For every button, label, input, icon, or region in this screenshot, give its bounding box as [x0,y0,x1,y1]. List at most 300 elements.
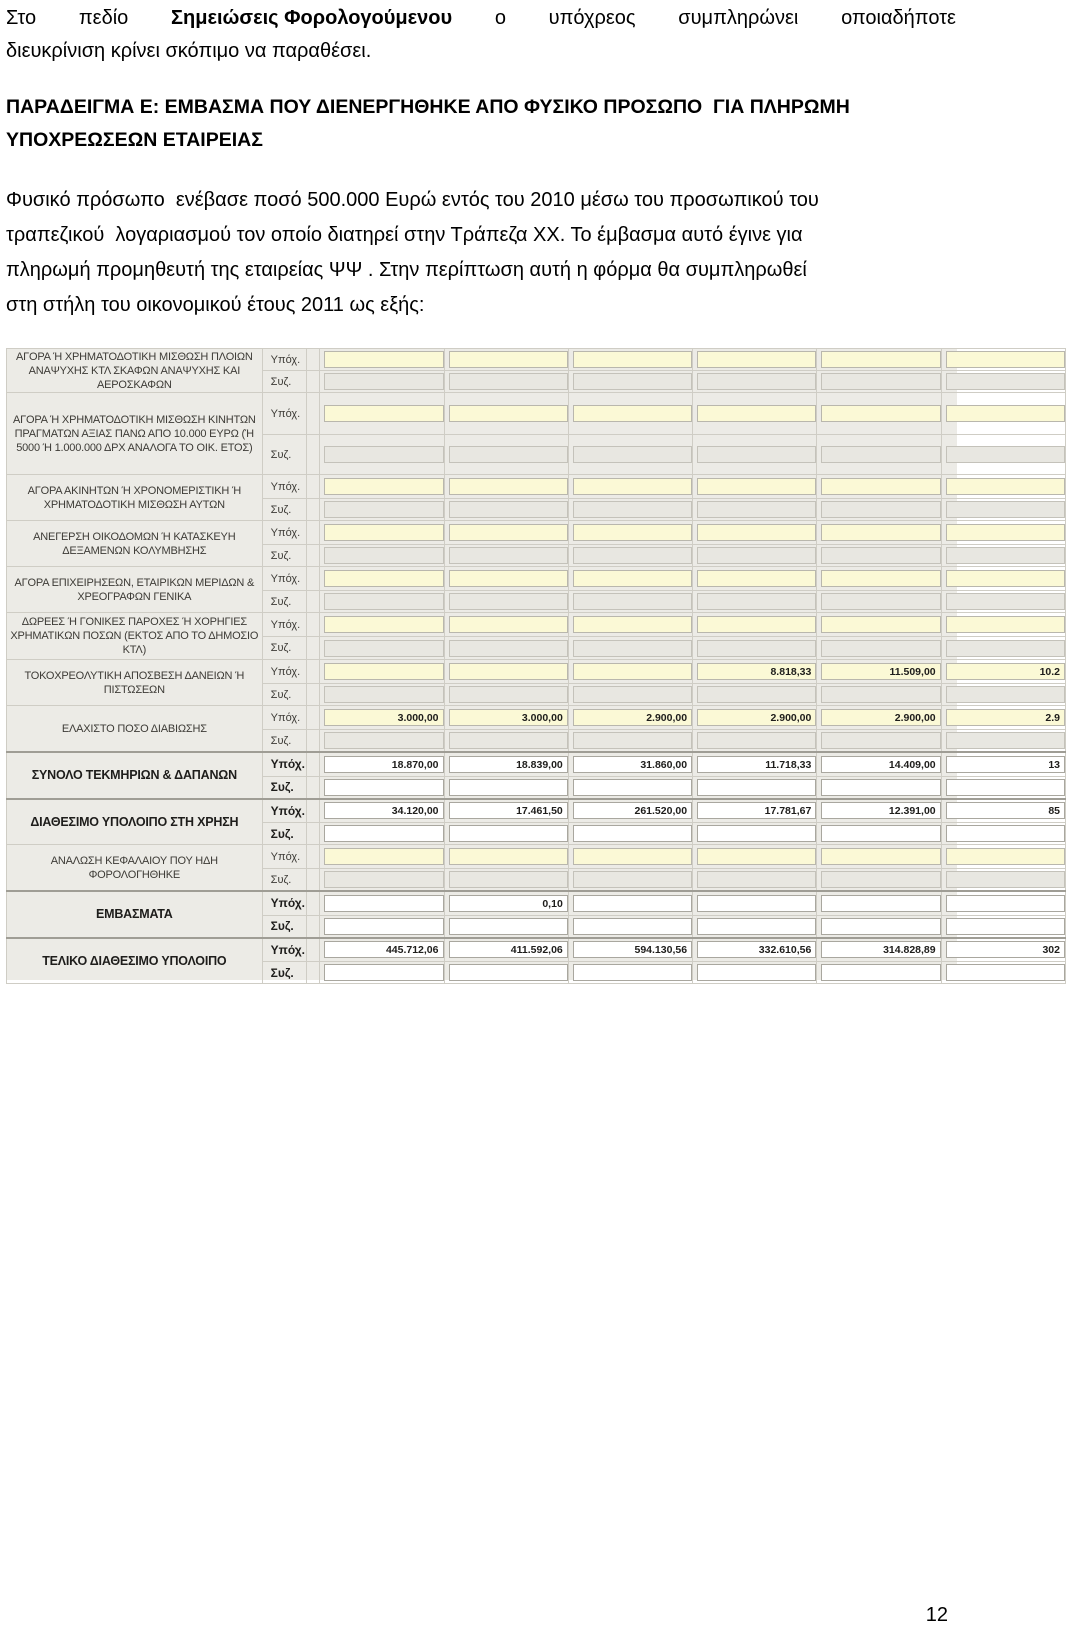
value-column-cell [817,393,941,435]
form-row [7,799,1066,823]
amount-input[interactable] [821,446,940,463]
amount-input[interactable] [449,686,568,703]
spacer-cell [307,938,320,962]
amount-input[interactable] [821,779,940,796]
value-column-cell [320,371,444,393]
amount-input[interactable] [946,640,1065,657]
amount-input[interactable] [946,570,1065,587]
value-column-cell [568,475,692,499]
value-column-cell [568,521,692,545]
value-column-cell [444,752,568,776]
amount-input[interactable] [821,848,940,865]
value-column-cell [941,823,1065,845]
value-column-cell [444,475,568,499]
value-column-cell [320,684,444,706]
value-column-cell [568,938,692,962]
value-column-cell [568,435,692,475]
value-column-cell [693,591,817,613]
spacer-cell [307,660,320,684]
value-column-cell [320,660,444,684]
value-column-cell [817,660,941,684]
amount-input[interactable]: 2.900,00 [821,709,940,726]
row-label: ΑΓΟΡΑ Ή ΧΡΗΜΑΤΟΔΟΤΙΚΗ ΜΙΣΘΩΣΗ ΠΛΟΙΩΝ ΑΝΑΨΥΧΗΣ ΚΤΛ ΣΚΑΦΩΝ ΑΝΑΨΥΧΗΣ ΚΑΙ ΑΕΡΟΣΚΑΦΩΝ [7,349,263,393]
value-column-cell [568,613,692,637]
value-column-cell [817,567,941,591]
intro-word: συμπληρώνει [678,7,799,29]
amount-input[interactable]: 17.461,50 [449,802,568,819]
value-column-cell [941,435,1065,475]
amount-input[interactable] [946,616,1065,633]
amount-input[interactable]: 3.000,00 [324,709,443,726]
value-column-cell [941,684,1065,706]
amount-input[interactable] [324,478,443,495]
value-column-cell [693,499,817,521]
value-column-cell [941,869,1065,892]
amount-input[interactable] [324,871,443,888]
amount-input[interactable] [449,593,568,610]
amount-input[interactable] [449,663,568,680]
amount-input[interactable] [697,547,816,564]
taxpayer-type-label: Υπόχ. [262,521,306,545]
amount-input[interactable] [821,640,940,657]
spacer-cell [307,730,320,753]
intro-line-1 [6,2,956,35]
amount-input[interactable] [821,895,940,912]
spacer-cell [307,706,320,730]
value-column-cell [817,499,941,521]
amount-input[interactable] [573,446,692,463]
value-column-cell [941,730,1065,753]
amount-input[interactable] [946,478,1065,495]
amount-input[interactable] [697,593,816,610]
amount-input[interactable]: 445.712,06 [324,941,443,958]
value-column-cell [941,393,1065,435]
amount-input[interactable] [324,663,443,680]
value-column-cell [320,799,444,823]
form-row [7,567,1066,591]
value-column-cell [817,845,941,869]
value-column-cell [444,706,568,730]
value-column-cell [817,613,941,637]
amount-input[interactable] [697,616,816,633]
value-column-cell [693,869,817,892]
value-column-cell [817,591,941,613]
amount-input[interactable] [324,593,443,610]
amount-input[interactable] [946,501,1065,518]
amount-input[interactable] [324,446,443,463]
taxpayer-type-label: Υπόχ. [262,613,306,637]
amount-input[interactable]: 302 [946,941,1065,958]
value-column-cell [320,730,444,753]
intro-line-2: διευκρίνιση κρίνει σκόπιμο να παραθέσει. [6,40,372,62]
spacer-cell [307,752,320,776]
amount-input[interactable]: 11.718,33 [697,756,816,773]
amount-input[interactable] [324,570,443,587]
value-column-cell [320,891,444,915]
amount-input[interactable] [573,640,692,657]
amount-input[interactable] [324,524,443,541]
amount-input[interactable] [821,501,940,518]
amount-input[interactable] [697,405,816,422]
spouse-type-label: Συζ. [262,684,306,706]
amount-input[interactable] [449,848,568,865]
amount-input[interactable] [449,501,568,518]
amount-input[interactable] [821,570,940,587]
value-column-cell [693,371,817,393]
intro-word: υπόχρεος [548,7,636,29]
value-column-cell [941,891,1065,915]
amount-input[interactable] [324,686,443,703]
value-column-cell [444,349,568,371]
amount-input[interactable] [324,616,443,633]
amount-input[interactable] [946,446,1065,463]
amount-input[interactable]: 332.610,56 [697,941,816,958]
value-column-cell [693,891,817,915]
amount-input[interactable] [573,964,692,981]
value-column-cell [568,349,692,371]
taxpayer-type-label: Υπόχ. [262,891,306,915]
amount-input[interactable]: 11.509,00 [821,663,940,680]
value-column-cell [320,962,444,984]
amount-input[interactable] [324,825,443,842]
value-column-cell [444,521,568,545]
amount-input[interactable] [324,732,443,749]
taxpayer-type-label: Υπόχ. [262,752,306,776]
amount-input[interactable] [821,825,940,842]
value-column-cell [817,823,941,845]
amount-input[interactable]: 34.120,00 [324,802,443,819]
amount-input[interactable] [324,964,443,981]
amount-input[interactable]: 31.860,00 [573,756,692,773]
amount-input[interactable]: 261.520,00 [573,802,692,819]
amount-input[interactable] [324,779,443,796]
value-column-cell [320,499,444,521]
amount-input[interactable] [449,524,568,541]
amount-input[interactable]: 8.818,33 [697,663,816,680]
value-column-cell [320,435,444,475]
example-line-3: πληρωμή προμηθευτή της εταιρείας ΨΨ . Στην περίπτωση αυτή η φόρμα θα συμπληρωθεί [6,259,807,281]
amount-input[interactable]: 0,10 [449,895,568,912]
value-column-cell [817,799,941,823]
value-column-cell [941,706,1065,730]
form-row [7,393,1066,435]
amount-input[interactable] [324,848,443,865]
value-column-cell [444,545,568,567]
amount-input[interactable] [573,871,692,888]
value-column-cell [817,706,941,730]
amount-input[interactable] [697,640,816,657]
amount-input[interactable] [573,732,692,749]
page-number: 12 [925,1604,948,1626]
amount-input[interactable] [697,351,816,368]
amount-input[interactable] [821,373,940,390]
amount-input[interactable] [821,593,940,610]
row-label: ΕΜΒΑΣΜΑΤΑ [7,891,263,938]
value-column-cell [444,499,568,521]
amount-input[interactable] [324,373,443,390]
amount-input[interactable] [573,895,692,912]
amount-input[interactable] [449,871,568,888]
value-column-cell [444,613,568,637]
value-column-cell [320,845,444,869]
taxpayer-type-label: Υπόχ. [262,845,306,869]
value-column-cell [941,521,1065,545]
value-column-cell [444,730,568,753]
amount-input[interactable] [697,779,816,796]
amount-input[interactable]: 18.839,00 [449,756,568,773]
amount-input[interactable] [821,547,940,564]
example-paragraph [6,183,956,323]
amount-input[interactable]: 594.130,56 [573,941,692,958]
amount-input[interactable] [697,848,816,865]
amount-input[interactable] [946,895,1065,912]
amount-input[interactable] [573,373,692,390]
amount-input[interactable] [946,686,1065,703]
amount-input[interactable]: 14.409,00 [821,756,940,773]
value-column-cell [320,393,444,435]
amount-input[interactable] [449,779,568,796]
amount-input[interactable] [697,501,816,518]
value-column-cell [320,938,444,962]
form-row [7,891,1066,915]
value-column-cell [817,915,941,938]
amount-input[interactable] [573,405,692,422]
value-column-cell [941,545,1065,567]
value-column-cell [320,823,444,845]
amount-input[interactable] [324,501,443,518]
row-label: ΤΕΛΙΚΟ ΔΙΑΘΕΣΙΜΟ ΥΠΟΛΟΙΠΟ [7,938,263,984]
value-column-cell [693,823,817,845]
amount-input[interactable] [946,524,1065,541]
amount-input[interactable] [573,593,692,610]
amount-input[interactable] [946,732,1065,749]
amount-input[interactable]: 85 [946,802,1065,819]
amount-input[interactable] [573,918,692,935]
value-column-cell [444,823,568,845]
amount-input[interactable] [946,779,1065,796]
value-column-cell [693,393,817,435]
amount-input[interactable] [573,524,692,541]
amount-input[interactable] [821,478,940,495]
amount-input[interactable] [697,373,816,390]
amount-input[interactable] [449,373,568,390]
amount-input[interactable] [324,405,443,422]
amount-input[interactable] [697,918,816,935]
value-column-cell [444,776,568,799]
amount-input[interactable] [324,640,443,657]
amount-input[interactable] [821,686,940,703]
value-column-cell [568,845,692,869]
amount-input[interactable] [324,895,443,912]
amount-input[interactable]: 10.2 [946,663,1065,680]
taxpayer-type-label: Υπόχ. [262,567,306,591]
amount-input[interactable] [324,918,443,935]
value-column-cell [693,799,817,823]
amount-input[interactable] [821,918,940,935]
amount-input[interactable]: 2.9 [946,709,1065,726]
amount-input[interactable]: 17.781,67 [697,802,816,819]
amount-input[interactable] [946,848,1065,865]
spacer-cell [307,521,320,545]
amount-input[interactable]: 2.900,00 [697,709,816,726]
spouse-type-label: Συζ. [262,823,306,845]
amount-input[interactable] [946,593,1065,610]
value-column-cell [817,371,941,393]
amount-input[interactable] [449,478,568,495]
value-column-cell [941,915,1065,938]
amount-input[interactable] [324,547,443,564]
amount-input[interactable] [573,616,692,633]
amount-input[interactable]: 411.592,06 [449,941,568,958]
value-column-cell [817,435,941,475]
value-column-cell [693,521,817,545]
value-column-cell [568,393,692,435]
spacer-cell [307,799,320,823]
amount-input[interactable] [697,871,816,888]
amount-input[interactable] [821,964,940,981]
value-column-cell [817,349,941,371]
row-label: ΔΙΑΘΕΣΙΜΟ ΥΠΟΛΟΙΠΟ ΣΤΗ ΧΡΗΣΗ [7,799,263,845]
spacer-cell [307,637,320,660]
amount-input[interactable] [821,524,940,541]
row-label: ΑΓΟΡΑ Ή ΧΡΗΜΑΤΟΔΟΤΙΚΗ ΜΙΣΘΩΣΗ ΚΙΝΗΤΩΝ ΠΡΑΓΜΑΤΩΝ ΑΞΙΑΣ ΠΑΝΩ ΑΠΟ 10.000 ΕΥΡΩ (Ή 5000 Ή 1.000.000 ΔΡΧ ΑΝΑΛΟΓΑ ΤΟ ΟΙΚ. ΕΤΟΣ) [7,393,263,475]
amount-input[interactable] [573,779,692,796]
value-column-cell [693,475,817,499]
amount-input[interactable] [449,547,568,564]
amount-input[interactable] [573,663,692,680]
value-column-cell [693,845,817,869]
amount-input[interactable]: 12.391,00 [821,802,940,819]
value-column-cell [320,776,444,799]
value-column-cell [693,637,817,660]
value-column-cell [817,637,941,660]
amount-input[interactable] [573,848,692,865]
amount-input[interactable] [573,686,692,703]
amount-input[interactable] [449,616,568,633]
spouse-type-label: Συζ. [262,915,306,938]
amount-input[interactable] [821,351,940,368]
value-column-cell [444,393,568,435]
amount-input[interactable] [697,570,816,587]
value-column-cell [941,776,1065,799]
amount-input[interactable] [449,918,568,935]
amount-input[interactable]: 2.900,00 [573,709,692,726]
taxpayer-type-label: Υπόχ. [262,349,306,371]
amount-input[interactable] [697,825,816,842]
amount-input[interactable]: 314.828,89 [821,941,940,958]
spacer-cell [307,499,320,521]
amount-input[interactable] [324,351,443,368]
amount-input[interactable] [821,871,940,888]
amount-input[interactable] [449,640,568,657]
value-column-cell [568,706,692,730]
amount-input[interactable] [449,964,568,981]
amount-input[interactable] [573,547,692,564]
amount-input[interactable] [697,895,816,912]
value-column-cell [693,915,817,938]
amount-input[interactable] [573,351,692,368]
example-line-4: στη στήλη του οικονομικού έτους 2011 ως εξής: [6,294,425,316]
value-column-cell [941,475,1065,499]
amount-input[interactable] [697,446,816,463]
taxpayer-type-label: Υπόχ. [262,660,306,684]
amount-input[interactable] [946,373,1065,390]
value-column-cell [568,637,692,660]
amount-input[interactable] [697,964,816,981]
amount-input[interactable] [946,825,1065,842]
form-row [7,613,1066,637]
amount-input[interactable] [449,446,568,463]
amount-input[interactable] [697,478,816,495]
spacer-cell [307,613,320,637]
amount-input[interactable] [573,825,692,842]
value-column-cell [693,545,817,567]
spacer-cell [307,684,320,706]
amount-input[interactable] [449,351,568,368]
amount-input[interactable]: 18.870,00 [324,756,443,773]
value-column-cell [817,938,941,962]
amount-input[interactable] [697,686,816,703]
value-column-cell [568,499,692,521]
amount-input[interactable] [573,478,692,495]
amount-input[interactable] [946,405,1065,422]
amount-input[interactable] [946,351,1065,368]
value-column-cell [444,637,568,660]
amount-input[interactable] [946,547,1065,564]
spacer-cell [307,869,320,892]
amount-input[interactable] [946,964,1065,981]
intro-paragraph [6,2,956,68]
value-column-cell [817,891,941,915]
amount-input[interactable]: 13 [946,756,1065,773]
heading-line-1: ΠΑΡΑΔΕΙΓΜΑ Ε: ΕΜΒΑΣΜΑ ΠΟΥ ΔΙΕΝΕΡΓΗΘΗΚΕ ΑΠΟ ΦΥΣΙΚΟ ΠΡΟΣΩΠΟ ΓΙΑ ΠΛΗΡΩΜΗ [6,96,850,118]
amount-input[interactable] [573,501,692,518]
value-column-cell [320,869,444,892]
value-column-cell [693,567,817,591]
amount-input[interactable] [449,405,568,422]
amount-input[interactable] [946,918,1065,935]
row-label: ΑΝΕΓΕΡΣΗ ΟΙΚΟΔΟΜΩΝ Ή ΚΑΤΑΣΚΕΥΗ ΔΕΞΑΜΕΝΩΝ ΚΟΛΥΜΒΗΣΗΣ [7,521,263,567]
spouse-type-label: Συζ. [262,776,306,799]
amount-input[interactable] [449,732,568,749]
value-column-cell [444,799,568,823]
amount-input[interactable] [821,616,940,633]
taxpayer-type-label: Υπόχ. [262,393,306,435]
amount-input[interactable]: 3.000,00 [449,709,568,726]
value-column-cell [941,349,1065,371]
value-column-cell [693,730,817,753]
amount-input[interactable] [697,732,816,749]
value-column-cell [941,660,1065,684]
amount-input[interactable] [697,524,816,541]
value-column-cell [941,567,1065,591]
value-column-cell [444,891,568,915]
value-column-cell [817,545,941,567]
example-line-2: τραπεζικού λογαριασμού τον οποίο διατηρεί στην Τράπεζα ΧΧ. Το έμβασμα αυτό έγινε για [6,224,803,246]
taxpayer-type-label: Υπόχ. [262,938,306,962]
value-column-cell [817,521,941,545]
amount-input[interactable] [449,570,568,587]
value-column-cell [693,349,817,371]
amount-input[interactable] [449,825,568,842]
amount-input[interactable] [573,570,692,587]
value-column-cell [941,499,1065,521]
amount-input[interactable] [821,405,940,422]
value-column-cell [941,591,1065,613]
amount-input[interactable] [946,871,1065,888]
spacer-cell [307,349,320,371]
amount-input[interactable] [821,732,940,749]
